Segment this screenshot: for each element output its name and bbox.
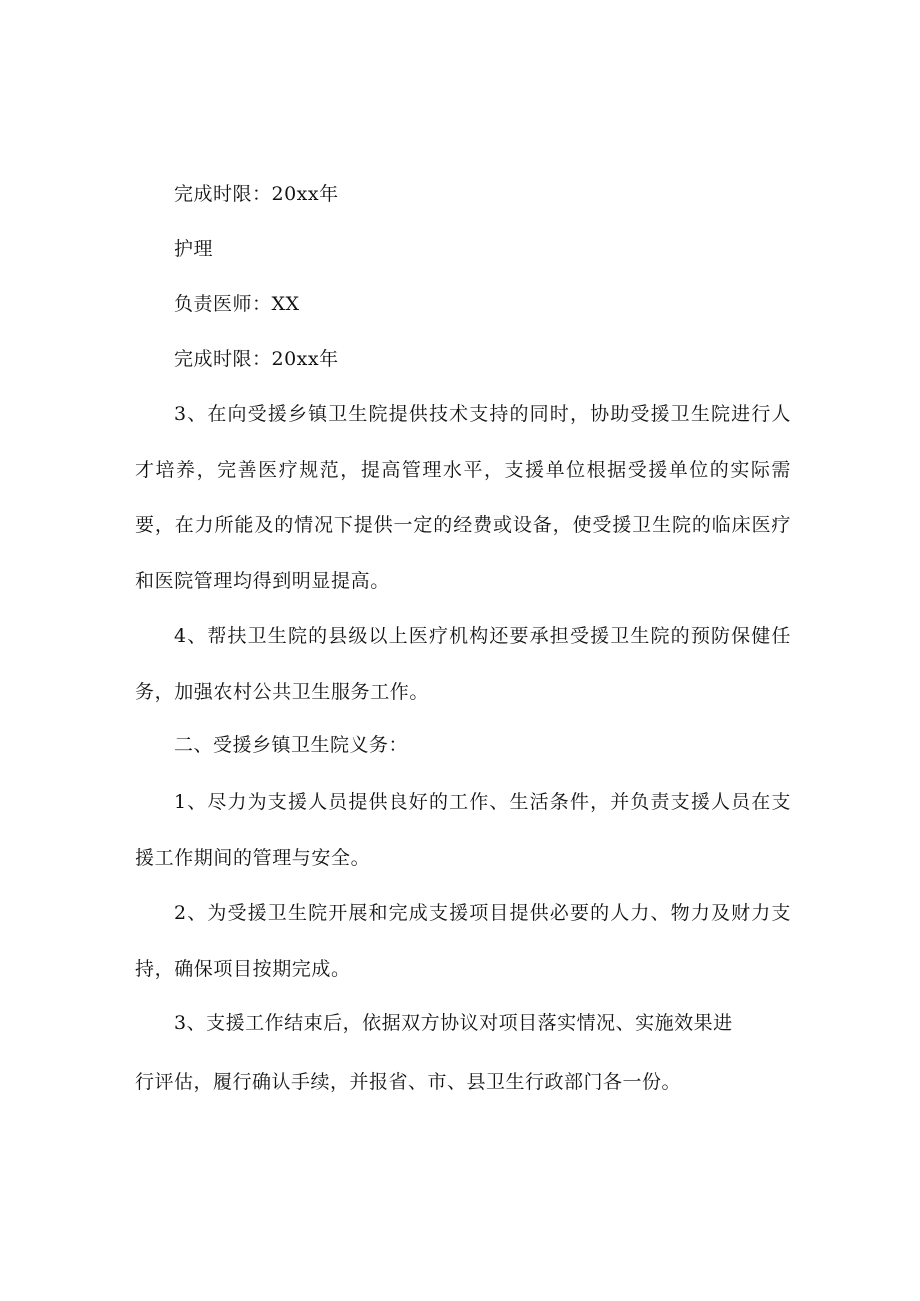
doctor-line: 负责医师：XX [174, 293, 300, 315]
section-2-heading: 二、受援乡镇卫生院义务： [174, 734, 409, 756]
section-2-paragraph-3-line-1: 3、支援工作结束后，依据双方协议对项目落实情况、实施效果进 [174, 1012, 733, 1034]
deadline-line-1: 完成时限：20xx年 [174, 183, 339, 205]
section-2-paragraph-3-line-2: 行评估，履行确认手续，并报省、市、县卫生行政部门各一份。 [135, 1071, 682, 1093]
section-2-paragraph-2: 2、为受援卫生院开展和完成支援项目提供必要的人力、物力及财力支持，确保项目按期完成。 [135, 902, 791, 980]
nursing-line: 护理 [174, 238, 214, 260]
deadline-line-2: 完成时限：20xx年 [174, 348, 339, 370]
section-2-paragraph-1: 1、尽力为支援人员提供良好的工作、生活条件，并负责支援人员在支援工作期间的管理与安全。 [135, 791, 791, 869]
paragraph-3: 3、在向受援乡镇卫生院提供技术支持的同时，协助受援卫生院进行人才培养，完善医疗规范，提高管理水平，支援单位根据受援单位的实际需要，在力所能及的情况下提供一定的经费或设备，使受援卫生院的临床医疗和医院管理均得到明显提高。 [135, 403, 791, 592]
paragraph-4: 4、帮扶卫生院的县级以上医疗机构还要承担受援卫生院的预防保健任务，加强农村公共卫生服务工作。 [135, 625, 791, 703]
